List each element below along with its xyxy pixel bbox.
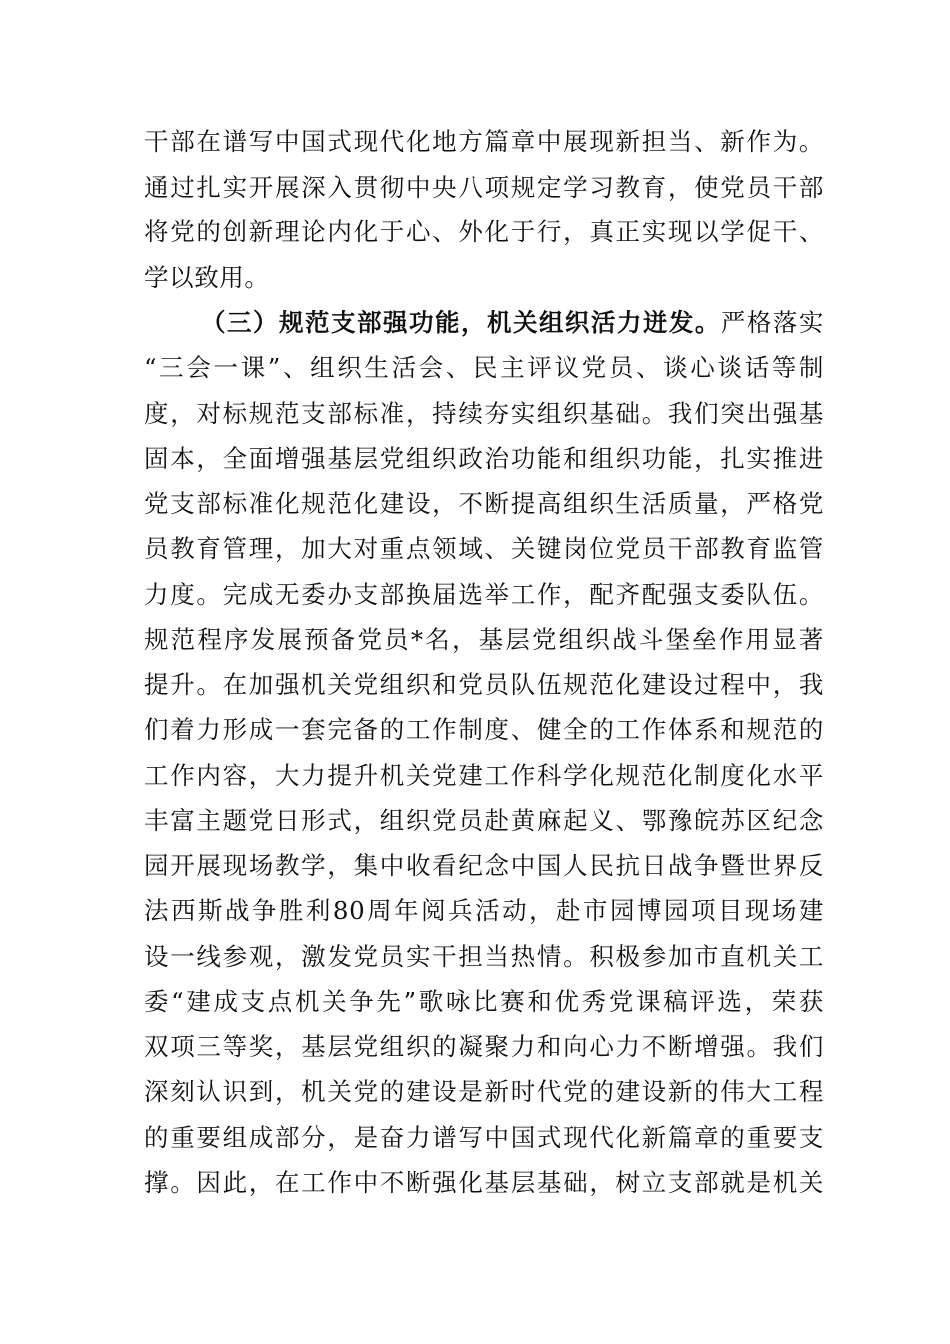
text-line: 度，对标规范支部标准，持续夯实组织基础。我们突出强基 — [144, 399, 824, 428]
text-line: 员教育管理，加大对重点领域、关键岗位党员干部教育监管 — [144, 534, 824, 563]
section-heading: （三）规范支部强功能，机关组织活力迸发。 — [201, 308, 721, 337]
text-line: 力度。完成无委办支部换届选举工作，配齐配强支委队伍。 — [144, 580, 824, 609]
text-line: 设一线参观，激发党员实干担当热情。积极参加市直机关工 — [144, 942, 824, 971]
text-line: 将党的创新理论内化于心、外化于行，真正实现以学促干、 — [144, 217, 824, 246]
text-line: 深刻认识到，机关党的建设是新时代党的建设新的伟大工程 — [144, 1077, 824, 1106]
text-line: 提升。在加强机关党组织和党员队伍规范化建设过程中，我 — [144, 670, 824, 699]
text-line: 丰富主题党日形式，组织党员赴黄麻起义、鄂豫皖苏区纪念 — [144, 806, 824, 835]
text-line: 固本，全面增强基层党组织政治功能和组织功能，扎实推进 — [144, 444, 824, 473]
text-line: 双项三等奖，基层党组织的凝聚力和向心力不断增强。我们 — [144, 1032, 824, 1061]
text-line: 工作内容，大力提升机关党建工作科学化规范化制度化水平 — [144, 761, 824, 790]
text-line: 园开展现场教学，集中收看纪念中国人民抗日战争暨世界反 — [144, 851, 824, 880]
text-span: 严格落实 — [720, 308, 824, 337]
text-line: 学以致用。 — [144, 263, 270, 292]
text-line: 的重要组成部分，是奋力谱写中国式现代化新篇章的重要支 — [144, 1123, 824, 1152]
text-line: 委“建成支点机关争先”歌咏比赛和优秀党课稿评选，荣获 — [144, 987, 824, 1016]
text-line: 党支部标准化规范化建设，不断提高组织生活质量，严格党 — [144, 489, 824, 518]
text-line: “三会一课”、组织生活会、民主评议党员、谈心谈话等制 — [144, 353, 824, 382]
text-line: 们着力形成一套完备的工作制度、健全的工作体系和规范的 — [144, 715, 824, 744]
text-line: 规范程序发展预备党员*名，基层党组织战斗堡垒作用显著 — [144, 625, 824, 654]
text-line: 干部在谱写中国式现代化地方篇章中展现新担当、新作为。 — [144, 127, 824, 156]
text-line: 法西斯战争胜利80周年阅兵活动，赴市园博园项目现场建 — [144, 896, 824, 925]
text-line: 通过扎实开展深入贯彻中央八项规定学习教育，使党员干部 — [144, 173, 824, 202]
text-line: 撑。因此，在工作中不断强化基层基础，树立支部就是机关 — [144, 1168, 824, 1197]
section-heading-line — [201, 301, 824, 345]
